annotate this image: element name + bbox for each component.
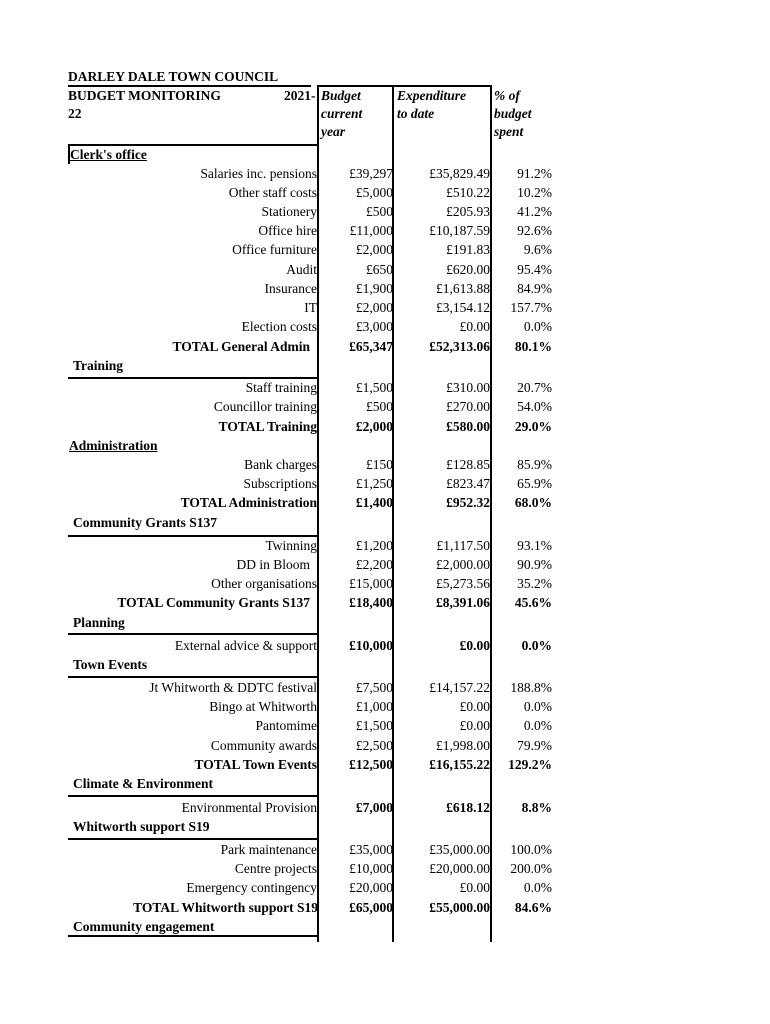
row-label: Audit (286, 262, 317, 277)
row-label: Environmental Provision (181, 800, 317, 815)
council-name: DARLEY DALE TOWN COUNCIL (68, 69, 279, 84)
row-expenditure: £1,117.50 (436, 538, 490, 553)
row-percent: 157.7% (510, 300, 552, 315)
total-label: TOTAL Town Events (194, 757, 317, 772)
section-climate-environment: Climate & Environment (73, 776, 213, 791)
row-percent: 54.0% (517, 399, 552, 414)
row-percent: 8.8% (521, 800, 552, 815)
total-expenditure: £52,313.06 (429, 339, 490, 354)
row-expenditure: £205.93 (446, 204, 490, 219)
total-expenditure: £55,000.00 (429, 900, 490, 915)
grid-line-h-engagement (68, 935, 318, 937)
section-whitworth-support: Whitworth support S19 (73, 819, 210, 834)
row-label: Election costs (241, 319, 317, 334)
row-budget: £5,000 (355, 185, 393, 200)
row-label: Emergency contingency (186, 880, 317, 895)
row-budget: £2,500 (355, 738, 393, 753)
row-budget: £1,250 (355, 476, 393, 491)
grid-line-v1 (317, 86, 319, 942)
row-label: Salaries inc. pensions (200, 166, 317, 181)
row-percent: 93.1% (517, 538, 552, 553)
section-community-grants: Community Grants S137 (73, 515, 218, 530)
row-label: Staff training (245, 380, 317, 395)
row-label: Community awards (210, 738, 317, 753)
row-label: Jt Whitworth & DDTC festival (149, 680, 317, 695)
grid-line-h-events (68, 676, 318, 678)
section-administration: Administration (69, 438, 158, 453)
row-label: Other staff costs (228, 185, 317, 200)
row-budget: £1,500 (355, 718, 393, 733)
row-percent: 91.2% (517, 166, 552, 181)
total-budget: £65,347 (349, 339, 393, 354)
total-budget: £2,000 (355, 419, 393, 434)
total-budget: £65,000 (349, 900, 393, 915)
row-percent: 0.0% (523, 718, 552, 733)
col-budget-line2: current (321, 106, 363, 121)
row-expenditure: £2,000.00 (436, 557, 490, 572)
row-label: Other organisations (211, 576, 317, 591)
col-budget-line1: Budget (321, 88, 361, 103)
col-exp-line1: Expenditure (397, 88, 467, 103)
row-expenditure: £10,187.59 (429, 223, 490, 238)
row-expenditure: £0.00 (459, 880, 490, 895)
col-budget-line3: year (321, 124, 345, 139)
row-expenditure: £128.85 (446, 457, 490, 472)
row-label: Insurance (264, 281, 317, 296)
row-percent: 0.0% (523, 319, 552, 334)
row-expenditure: £191.83 (446, 242, 490, 257)
grid-line-h-grants (68, 535, 318, 537)
row-budget: £20,000 (349, 880, 393, 895)
total-percent: 80.1% (514, 339, 552, 354)
row-expenditure: £0.00 (459, 699, 490, 714)
row-percent: 0.0% (523, 699, 552, 714)
row-budget: £1,000 (355, 699, 393, 714)
row-percent: 85.9% (517, 457, 552, 472)
row-label: IT (304, 300, 317, 315)
total-label: TOTAL Community Grants S137 (117, 595, 310, 610)
row-percent: 90.9% (517, 557, 552, 572)
row-budget: £2,000 (355, 300, 393, 315)
total-expenditure: £16,155.22 (429, 757, 490, 772)
grid-line-h-header (68, 144, 318, 146)
row-label: Councillor training (213, 399, 317, 414)
row-label: Bingo at Whitworth (209, 699, 317, 714)
row-expenditure: £20,000.00 (429, 861, 490, 876)
row-expenditure: £5,273.56 (436, 576, 490, 591)
row-percent: 200.0% (510, 861, 552, 876)
row-label: External advice & support (174, 638, 317, 653)
row-expenditure: £0.00 (459, 718, 490, 733)
row-percent: 95.4% (517, 262, 552, 277)
total-percent: 29.0% (514, 419, 552, 434)
row-percent: 20.7% (517, 380, 552, 395)
grid-line-h-whitworth (68, 838, 318, 840)
report-title: BUDGET MONITORING (68, 88, 221, 103)
row-budget: £500 (366, 204, 393, 219)
grid-line-v3 (490, 86, 492, 942)
row-budget: £1,200 (355, 538, 393, 553)
row-budget: £39,297 (349, 166, 393, 181)
row-expenditure: £35,829.49 (429, 166, 490, 181)
row-budget: £500 (366, 399, 393, 414)
row-label: DD in Bloom (236, 557, 310, 572)
total-budget: £18,400 (349, 595, 393, 610)
row-expenditure: £35,000.00 (429, 842, 490, 857)
row-expenditure: £3,154.12 (436, 300, 490, 315)
total-label: TOTAL Whitworth support S19 (133, 900, 318, 915)
row-expenditure: £0.00 (459, 638, 490, 653)
row-budget: £10,000 (349, 638, 393, 653)
section-training: Training (73, 358, 124, 373)
row-budget: £2,000 (355, 242, 393, 257)
total-expenditure: £8,391.06 (436, 595, 490, 610)
row-expenditure: £823.47 (446, 476, 490, 491)
row-label: Twinning (265, 538, 317, 553)
row-budget: £11,000 (349, 223, 393, 238)
total-percent: 68.0% (514, 495, 552, 510)
row-budget: £3,000 (355, 319, 393, 334)
row-label: Centre projects (234, 861, 317, 876)
section-clerks-office: Clerk's office (70, 147, 147, 162)
row-label: Stationery (261, 204, 317, 219)
row-expenditure: £14,157.22 (429, 680, 490, 695)
total-label: TOTAL Administration (180, 495, 317, 510)
report-year-start: 2021- (284, 88, 316, 103)
row-percent: 0.0% (521, 638, 552, 653)
total-percent: 45.6% (514, 595, 552, 610)
grid-line-h-training (68, 377, 318, 379)
section-planning: Planning (73, 615, 125, 630)
row-expenditure: £310.00 (446, 380, 490, 395)
row-percent: 10.2% (517, 185, 552, 200)
col-exp-line2: to date (397, 106, 435, 121)
total-expenditure: £952.32 (446, 495, 490, 510)
row-percent: 9.6% (523, 242, 552, 257)
grid-line-h-planning (68, 633, 318, 635)
total-percent: 129.2% (508, 757, 552, 772)
row-label: Park maintenance (220, 842, 317, 857)
row-budget: £10,000 (349, 861, 393, 876)
row-percent: 79.9% (517, 738, 552, 753)
grid-line-h-top-cols (317, 85, 492, 87)
section-community-engagement: Community engagement (73, 919, 215, 934)
total-expenditure: £580.00 (446, 419, 490, 434)
row-percent: 92.6% (517, 223, 552, 238)
row-expenditure: £0.00 (459, 319, 490, 334)
row-expenditure: £270.00 (446, 399, 490, 414)
row-budget: £7,500 (355, 680, 393, 695)
row-budget: £1,500 (355, 380, 393, 395)
row-budget: £15,000 (349, 576, 393, 591)
section-town-events: Town Events (73, 657, 148, 672)
row-expenditure: £620.00 (446, 262, 490, 277)
row-percent: 41.2% (517, 204, 552, 219)
row-label: Pantomime (255, 718, 317, 733)
col-pct-line1: % of (494, 88, 520, 103)
row-expenditure: £618.12 (446, 800, 490, 815)
total-percent: 84.6% (514, 900, 552, 915)
row-label: Office furniture (232, 242, 317, 257)
row-label: Bank charges (244, 457, 317, 472)
row-percent: 65.9% (517, 476, 552, 491)
total-label: TOTAL General Admin (172, 339, 310, 354)
row-percent: 100.0% (510, 842, 552, 857)
total-budget: £12,500 (349, 757, 393, 772)
row-label: Subscriptions (243, 476, 317, 491)
total-budget: £1,400 (355, 495, 393, 510)
row-budget: £35,000 (349, 842, 393, 857)
row-expenditure: £1,998.00 (436, 738, 490, 753)
row-budget: £150 (366, 457, 393, 472)
row-percent: 0.0% (523, 880, 552, 895)
row-budget: £1,900 (355, 281, 393, 296)
row-budget: £2,200 (355, 557, 393, 572)
row-budget: £650 (366, 262, 393, 277)
row-expenditure: £1,613.88 (436, 281, 490, 296)
row-percent: 188.8% (510, 680, 552, 695)
row-expenditure: £510.22 (446, 185, 490, 200)
col-pct-line3: spent (494, 124, 524, 139)
row-percent: 35.2% (517, 576, 552, 591)
col-pct-line2: budget (494, 106, 532, 121)
grid-line-h-climate (68, 795, 318, 797)
grid-line-h-top (68, 85, 311, 87)
row-budget: £7,000 (355, 800, 393, 815)
row-label: Office hire (258, 223, 317, 238)
report-year-end: 22 (68, 106, 82, 121)
row-percent: 84.9% (517, 281, 552, 296)
total-label: TOTAL Training (218, 419, 317, 434)
